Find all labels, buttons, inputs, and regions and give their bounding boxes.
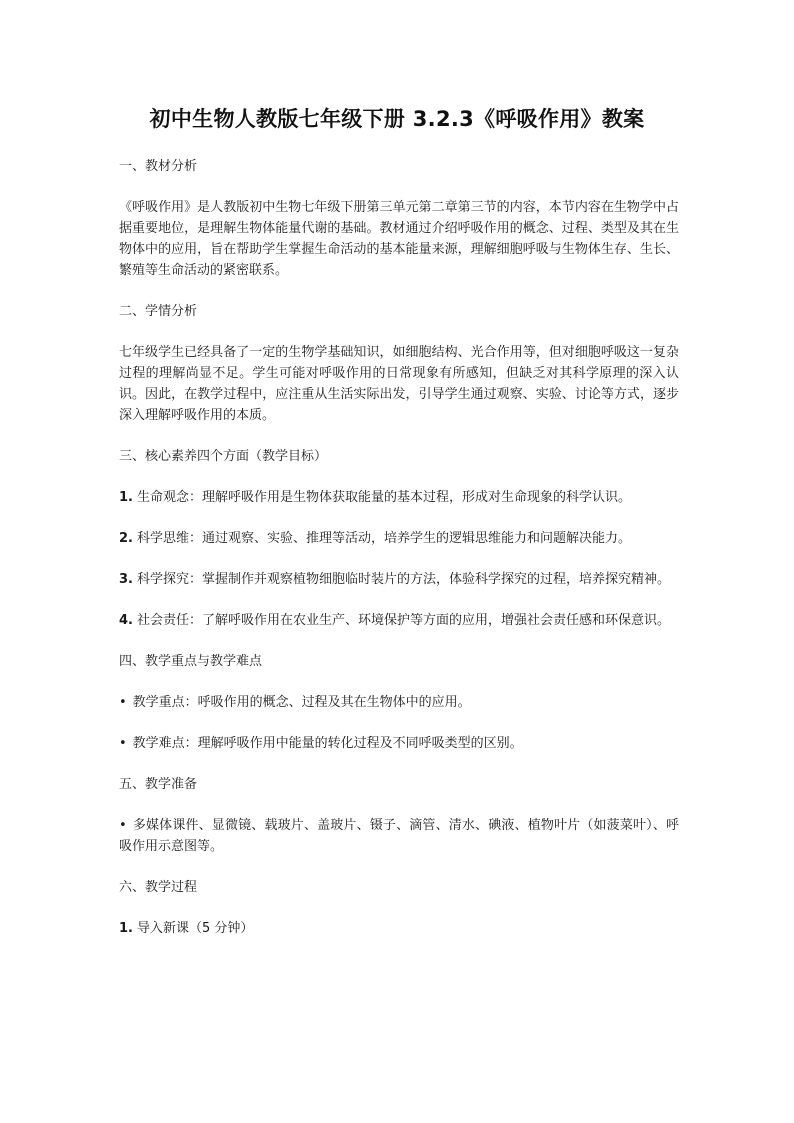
bullet-icon: • (119, 818, 127, 833)
bullet-item-difficult-point (119, 733, 679, 754)
list-item-objective-3 (119, 569, 679, 590)
bullet-item-key-point (119, 692, 679, 713)
list-item-text: 科学思维：通过观察、实验、推理等活动，培养学生的逻辑思维能力和问题解决能力。 (136, 531, 631, 546)
section-heading-core-literacy: 三、核心素养四个方面（教学目标） (119, 449, 328, 464)
list-item-objective-4 (119, 610, 679, 631)
document-body (119, 156, 679, 959)
bullet-item-materials (119, 815, 679, 857)
bullet-item-text: 多媒体课件、显微镜、载玻片、盖玻片、镊子、滴管、清水、碘液、植物叶片（如菠菜叶）、呼吸作用示意图等。 (119, 818, 679, 854)
list-number: 4. (119, 613, 133, 628)
list-item-text: 社会责任：了解呼吸作用在农业生产、环境保护等方面的应用，增强社会责任感和环保意识。 (136, 613, 670, 628)
list-item-objective-1 (119, 487, 679, 508)
section-heading-textbook-analysis: 一、教材分析 (119, 159, 198, 174)
bullet-item-text: 教学难点：理解呼吸作用中能量的转化过程及不同呼吸类型的区别。 (132, 736, 523, 751)
list-number: 1. (119, 921, 133, 936)
list-item-text: 科学探究：掌握制作并观察植物细胞临时装片的方法，体验科学探究的过程，培养探究精神。 (136, 572, 670, 587)
list-number: 3. (119, 572, 133, 587)
paragraph-student-analysis: 七年级学生已经具备了一定的生物学基础知识，如细胞结构、光合作用等，但对细胞呼吸这一复杂过程的理解尚显不足。学生可能对呼吸作用的日常现象有所感知，但缺乏对其科学原理的深入认识。因此，在教学过程中，应注重从生活实际出发，引导学生通过观察、实验、讨论等方式，逐步深入理解呼吸作用的本质。 (119, 345, 679, 423)
paragraph-textbook-analysis: 《呼吸作用》是人教版初中生物七年级下册第三单元第二章第三节的内容，本节内容在生物学中占据重要地位，是理解生物体能量代谢的基础。教材通过介绍呼吸作用的概念、过程、类型及其在生物体中的应用，旨在帮助学生掌握生命活动的基本能量来源，理解细胞呼吸与生物体生存、生长、繁殖等生命活动的紧密联系。 (119, 200, 679, 278)
section-heading-key-difficult-points: 四、教学重点与教学难点 (119, 654, 263, 669)
section-heading-teaching-process: 六、教学过程 (119, 880, 198, 895)
list-item-text: 导入新课（5 分钟） (136, 921, 254, 936)
document-title: 初中生物人教版七年级下册 3.2.3《呼吸作用》教案 (149, 107, 645, 131)
list-item-process-1 (119, 918, 679, 939)
section-heading-preparation: 五、教学准备 (119, 777, 198, 792)
list-item-text: 生命观念：理解呼吸作用是生物体获取能量的基本过程，形成对生命现象的科学认识。 (136, 490, 631, 505)
section-heading-student-analysis: 二、学情分析 (119, 304, 198, 319)
list-number: 1. (119, 490, 133, 505)
bullet-icon: • (119, 695, 127, 710)
list-item-objective-2 (119, 528, 679, 549)
list-number: 2. (119, 531, 133, 546)
bullet-icon: • (119, 736, 127, 751)
bullet-item-text: 教学重点：呼吸作用的概念、过程及其在生物体中的应用。 (132, 695, 471, 710)
